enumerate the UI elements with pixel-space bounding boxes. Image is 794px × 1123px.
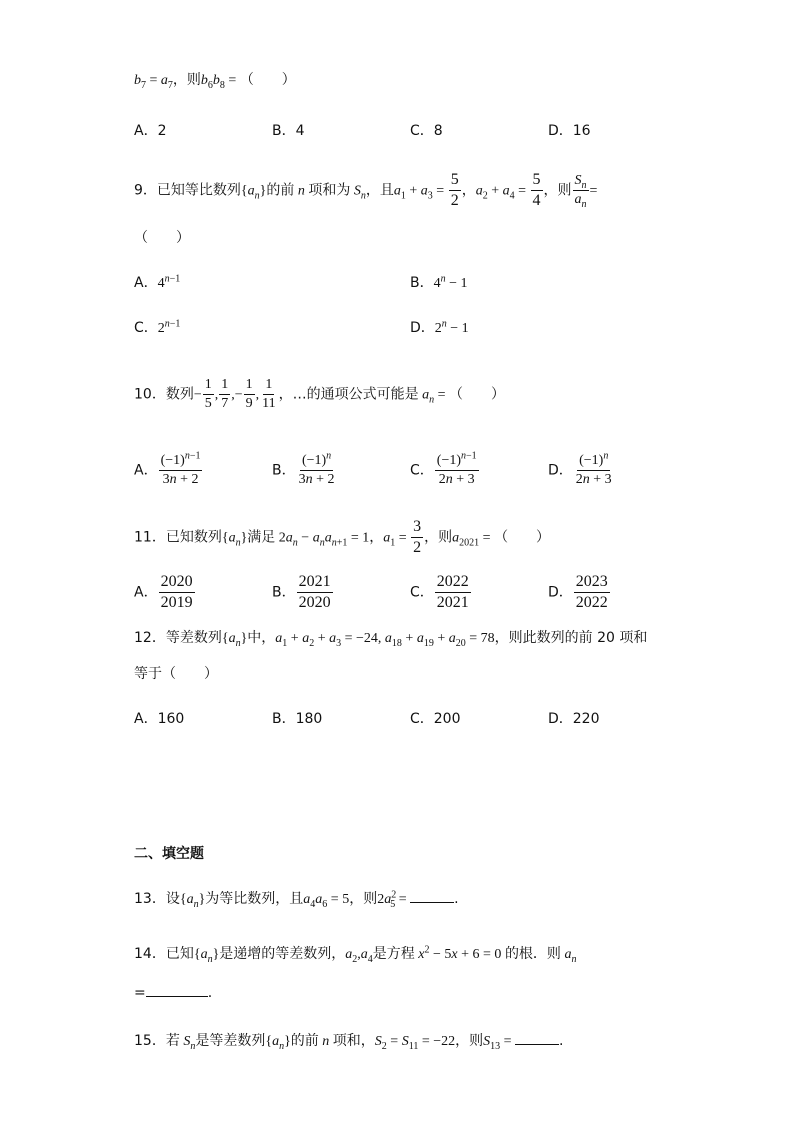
q9-option-b: B．$4^n - 1$ xyxy=(410,273,468,291)
q14-answer-blank[interactable] xyxy=(146,982,208,997)
q13-answer-blank[interactable] xyxy=(410,888,454,903)
q12-option-b: B．180 xyxy=(272,711,323,727)
q11-option-b: B． $\frac{2021}{2020}$ xyxy=(272,573,331,611)
q8-option-b: B．4 xyxy=(272,123,305,139)
section-title-fill-in: 二、填空题 xyxy=(134,846,204,862)
q11-stem: 11．已知数列$\{a_n\}$满足 $2a_n - a_na_{n+1} = 1$，$a_1$ = $\frac{3}{2}$ ，则$a_{2021}$ = （ ） xyxy=(134,518,551,556)
q8-stem: $b_7 = a_7$，则$b_6b_8$ = （ ） xyxy=(134,72,296,91)
q11-option-c: C． $\frac{2022}{2021}$ xyxy=(410,573,469,611)
q12-stem: 12．等差数列$\{a_n\}$中，$a_1 + a_2 + a_3 = -24$, $a_{18} + a_{19} + a_{20} = 78$，则此数列的前 20 项和 xyxy=(134,630,648,649)
q11-option-d: D． $\frac{2023}{2022}$ xyxy=(548,573,608,611)
q15-answer-blank[interactable] xyxy=(515,1030,559,1045)
q12-option-a: A．160 xyxy=(134,711,185,727)
q12-option-d: D．220 xyxy=(548,711,600,727)
q10-option-b: B． $\frac{(-1)^n}{3n + 2}$ xyxy=(272,450,335,487)
q8-option-d: D．16 xyxy=(548,123,591,139)
q10-option-d: D． $\frac{(-1)^n}{2n + 3}$ xyxy=(548,450,612,487)
q11-option-a: A． $\frac{2020}{2019}$ xyxy=(134,573,193,611)
q9-paren: （ ） xyxy=(134,230,190,246)
q10-option-c: C． $\frac{(-1)^{n-1}}{2n + 3}$ xyxy=(410,450,477,487)
q12-stem-cont: 等于（ ） xyxy=(134,666,218,682)
q10-stem: 10．数列− $\frac{1}{5}$ , $\frac{1}{7}$ ,− $\frac{1}{9}$ , $\frac{1}{11}$ ，…的通项公式可能是 $a_n$ = （ ） xyxy=(134,377,506,411)
q9-option-c: C．$2^{n-1}$ xyxy=(134,318,181,336)
q14-stem: 14．已知$\{a_n\}$是递增的等差数列，$a_2,a_4$是方程 $x^2 - 5x + 6 = 0$ 的根．则 $a_n$ xyxy=(134,944,577,965)
q9-option-a: A．$4^{n-1}$ xyxy=(134,273,181,291)
q8-option-c: C．8 xyxy=(410,123,443,139)
q8-option-a: A．2 xyxy=(134,123,167,139)
q9-option-d: D．$2^n - 1$ xyxy=(410,318,469,336)
q13-stem: 13．设$\{a_n\}$为等比数列，且$a_4a_6 = 5$，则$2a^2_5$ = . xyxy=(134,889,459,910)
q14-stem-cont: = . xyxy=(134,982,212,1003)
q15-stem: 15．若 $S_n$是等差数列$\{a_n\}$的前 n 项和，$S_2 = S_{11} = -22$，则$S_{13}$ = . xyxy=(134,1030,564,1052)
q9-stem: 9．已知等比数列$\{a_n\}$的前 n 项和为 $S_n$，且$a_1 + a_3$ = $\frac{5}{2}$ ，$a_2 + a_4$ = $\frac{5}{4}$ ，则 $\frac{S_n}{a_n}$ = xyxy=(134,171,598,210)
q12-option-c: C．200 xyxy=(410,711,461,727)
q10-option-a: A． $\frac{(-1)^{n-1}}{3n + 2}$ xyxy=(134,450,201,487)
